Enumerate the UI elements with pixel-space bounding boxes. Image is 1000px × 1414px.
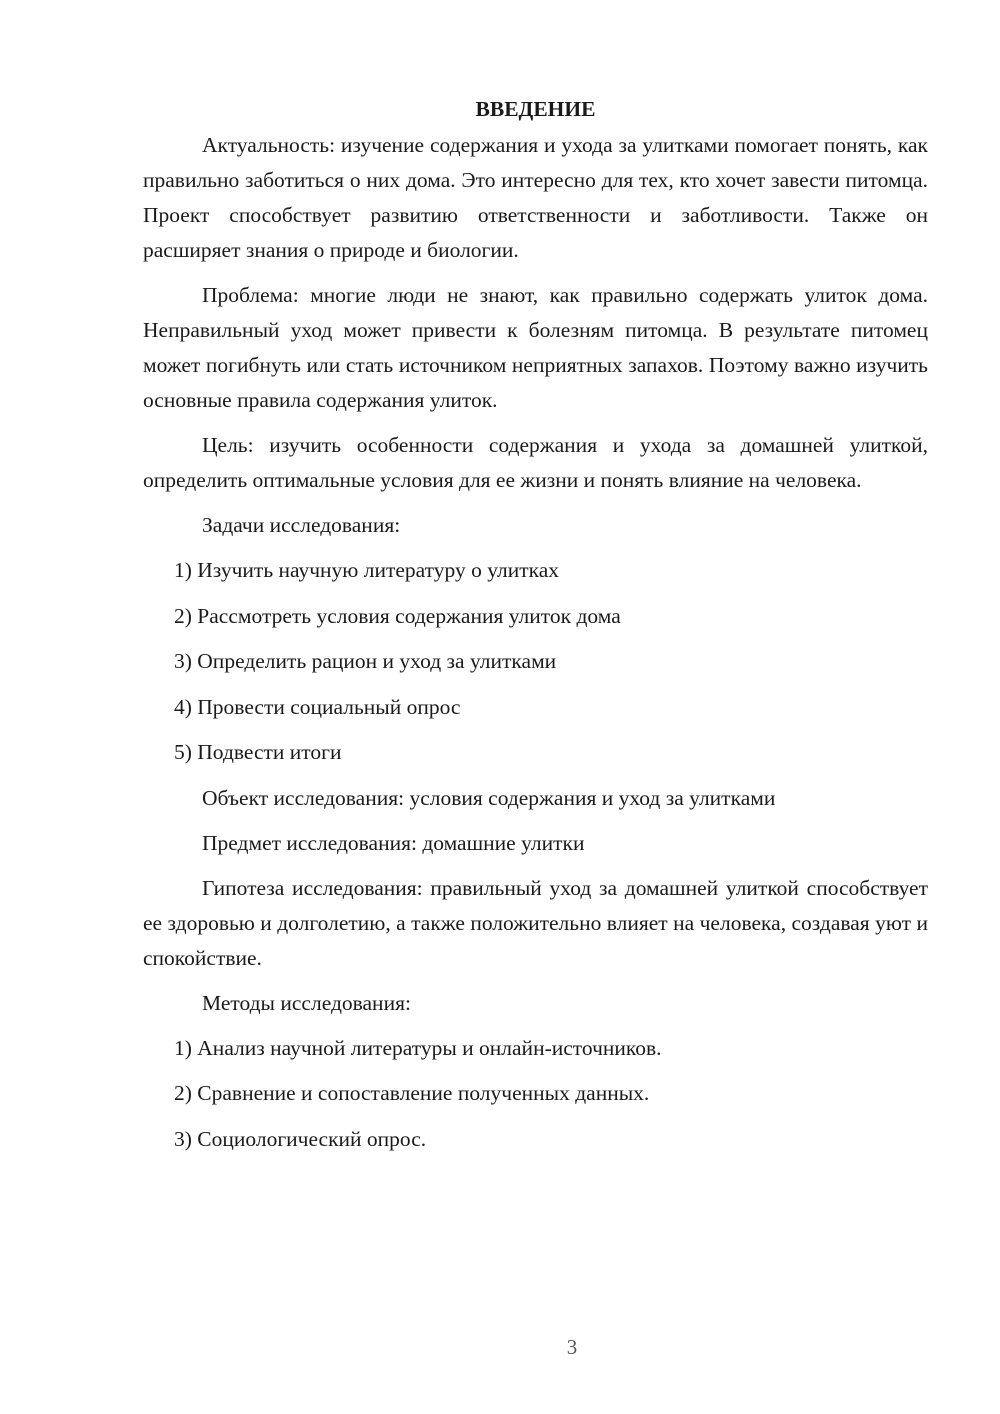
research-subject: Предмет исследования: домашние улитки bbox=[202, 830, 585, 855]
list-item: 3) Социологический опрос. bbox=[174, 1126, 427, 1151]
tasks-list bbox=[143, 553, 928, 770]
methods-list bbox=[143, 1031, 928, 1157]
tasks-heading: Задачи исследования: bbox=[202, 513, 401, 537]
goal-paragraph: Цель: изучить особенности содержания и ухода за домашней улиткой, определить оптимальные условия для ее жизни и понять влияние на человека. bbox=[143, 433, 928, 492]
problem-paragraph: Проблема: многие люди не знают, как правильно содержать улиток дома. Неправильный уход может привести к болезням питомца. В результате питомец может погибнуть или стать источником неприятных запахов. Поэтому важно изучить основные правила содержания улиток. bbox=[143, 283, 928, 412]
list-item: 4) Провести социальный опрос bbox=[174, 694, 461, 719]
list-item: 3) Определить рацион и уход за улитками bbox=[174, 649, 557, 673]
section-title: ВВЕДЕНИЕ bbox=[475, 97, 596, 121]
list-item: 2) Сравнение и сопоставление полученных данных. bbox=[174, 1081, 650, 1105]
research-object: Объект исследования: условия содержания и уход за улитками bbox=[202, 785, 776, 810]
list-item: 1) Изучить научную литературу о улитках bbox=[174, 558, 560, 582]
document-page bbox=[143, 92, 928, 1167]
methods-heading: Методы исследования: bbox=[202, 990, 411, 1015]
hypothesis-paragraph: Гипотеза исследования: правильный уход за домашней улиткой способствует ее здоровью и долголетию, а также положительно влияет на человека, создавая уют и спокойствие. bbox=[143, 875, 928, 970]
relevance-paragraph: Актуальность: изучение содержания и ухода за улитками помогает понять, как правильно заботиться о них дома. Это интересно для тех, кто хочет завести питомца. Проект способствует развитию ответственности и заботливости. Также он расширяет знания о природе и биологии. bbox=[143, 133, 928, 262]
list-item: 5) Подвести итоги bbox=[174, 740, 342, 764]
page-number: 3 bbox=[566, 1335, 578, 1359]
list-item: 1) Анализ научной литературы и онлайн-источников. bbox=[174, 1035, 662, 1060]
list-item: 2) Рассмотреть условия содержания улиток дома bbox=[174, 603, 621, 628]
